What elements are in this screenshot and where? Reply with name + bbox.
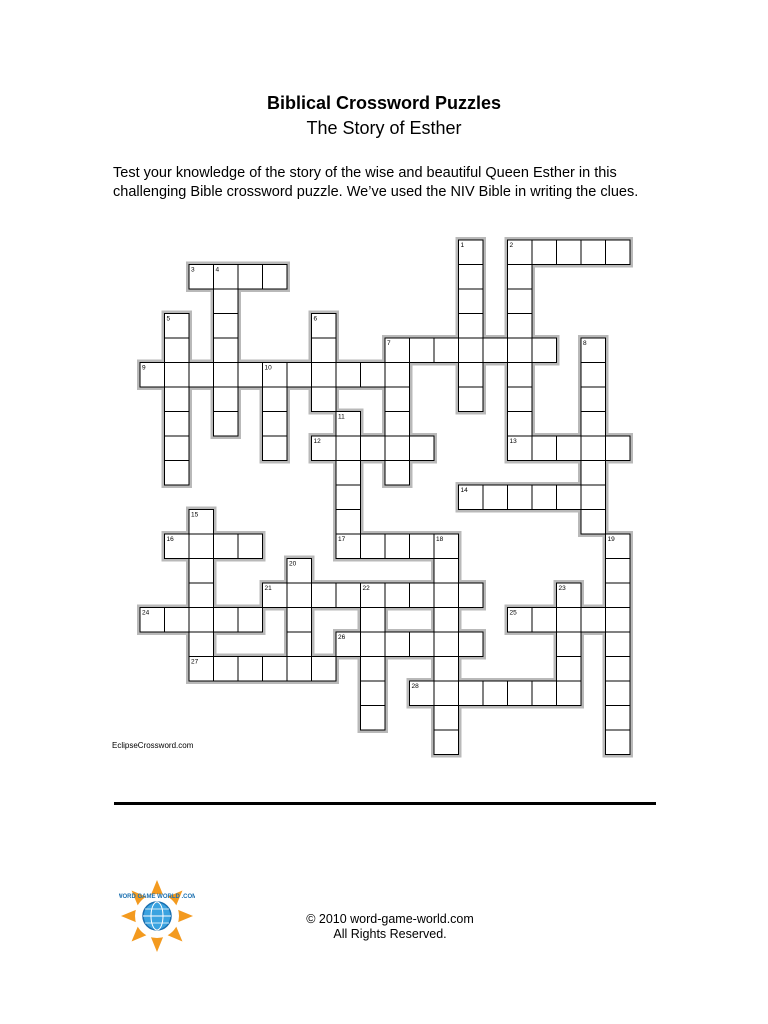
grid-cell[interactable] [434, 706, 459, 731]
grid-cell[interactable] [532, 338, 557, 363]
grid-cell[interactable] [238, 534, 263, 559]
clue-number: 17 [338, 536, 346, 543]
grid-cell[interactable] [361, 608, 386, 633]
grid-cell[interactable] [189, 632, 214, 657]
grid-cell[interactable] [287, 583, 312, 608]
grid-cell[interactable] [557, 632, 582, 657]
clue-number: 12 [313, 438, 321, 445]
grid-cell[interactable] [581, 485, 606, 510]
clue-number: 7 [387, 340, 391, 347]
grid-cell[interactable] [557, 485, 582, 510]
grid-cell[interactable] [434, 608, 459, 633]
grid-cell[interactable] [214, 314, 239, 339]
grid-cell[interactable] [434, 730, 459, 755]
grid-cell[interactable] [214, 412, 239, 437]
copyright-block [290, 912, 490, 942]
page-title: Biblical Crossword Puzzles [266, 93, 502, 113]
grid-cell[interactable] [508, 265, 533, 290]
grid-cell[interactable] [459, 265, 484, 290]
grid-cell[interactable] [263, 412, 288, 437]
grid-cell[interactable] [410, 534, 435, 559]
grid-cell[interactable] [508, 412, 533, 437]
grid-cell[interactable] [557, 608, 582, 633]
grid-cell[interactable] [459, 363, 484, 388]
grid-cell[interactable] [557, 681, 582, 706]
grid-cell[interactable] [263, 436, 288, 461]
grid-cell[interactable] [189, 559, 214, 584]
grid-cell[interactable] [312, 363, 337, 388]
clue-number: 24 [142, 609, 150, 617]
grid-cell[interactable] [336, 485, 361, 510]
grid-cell[interactable] [361, 436, 386, 461]
clue-number: 8 [583, 340, 587, 347]
grid-cell[interactable] [312, 657, 337, 682]
logo-ray [121, 910, 136, 922]
grid-cell[interactable] [287, 657, 312, 682]
grid-cell[interactable] [581, 461, 606, 486]
grid-cell[interactable] [385, 436, 410, 461]
grid-cell[interactable] [508, 363, 533, 388]
grid-cell[interactable] [606, 681, 631, 706]
grid-cell[interactable] [508, 314, 533, 339]
grid-cell[interactable] [385, 583, 410, 608]
grid-cell[interactable] [581, 240, 606, 265]
grid-cell[interactable] [606, 657, 631, 682]
grid-cell[interactable] [336, 583, 361, 608]
grid-cell[interactable] [410, 436, 435, 461]
grid-cell[interactable] [532, 485, 557, 510]
rights-line: All Rights Reserved. [333, 927, 447, 941]
clue-number: 13 [509, 438, 517, 445]
grid-cell[interactable] [189, 583, 214, 608]
grid-cell[interactable] [361, 681, 386, 706]
grid-cell[interactable] [410, 338, 435, 363]
grid-cell[interactable] [165, 436, 190, 461]
grid-cell[interactable] [581, 412, 606, 437]
clue-number: 10 [264, 364, 272, 372]
grid-cell[interactable] [459, 681, 484, 706]
clue-number: 5 [166, 315, 171, 323]
clue-number: 4 [215, 266, 220, 274]
grid-cell[interactable] [557, 657, 582, 682]
grid-cell[interactable] [606, 436, 631, 461]
intro-paragraph: Test your knowledge of the story of the wise and beautiful Queen Esther in this challenging Bible crossword puzzle. We’ve used the NIV Bible in writing the clues. [113, 165, 639, 200]
grid-cell[interactable] [214, 387, 239, 412]
grid-cell[interactable] [532, 681, 557, 706]
grid-cell[interactable] [532, 436, 557, 461]
grid-cell[interactable] [434, 338, 459, 363]
grid-cell[interactable] [483, 681, 508, 706]
grid-cell[interactable] [312, 338, 337, 363]
grid-cell[interactable] [189, 608, 214, 633]
grid-cell[interactable] [606, 240, 631, 265]
grid-cell[interactable] [336, 461, 361, 486]
grid-cell[interactable] [336, 363, 361, 388]
grid-cell[interactable] [361, 363, 386, 388]
grid-cell[interactable] [214, 338, 239, 363]
grid-cell[interactable] [165, 363, 190, 388]
clue-number: 19 [607, 536, 615, 543]
grid-cell[interactable] [581, 608, 606, 633]
grid-cell[interactable] [508, 289, 533, 314]
grid-cell[interactable] [483, 338, 508, 363]
grid-cell[interactable] [336, 436, 361, 461]
grid-cell[interactable] [385, 534, 410, 559]
grid-cell[interactable] [238, 657, 263, 682]
clue-number: 26 [338, 634, 346, 641]
grid-cell[interactable] [214, 657, 239, 682]
grid-cell[interactable] [189, 534, 214, 559]
grid-cell[interactable] [606, 706, 631, 731]
clue-number: 3 [191, 266, 195, 274]
clue-number: 25 [509, 609, 517, 617]
grid-cell[interactable] [238, 608, 263, 633]
clue-number: 27 [191, 658, 199, 666]
clue-number: 11 [338, 413, 345, 421]
clue-number: 28 [411, 683, 419, 690]
source-brand: EclipseCrossword.com [112, 741, 194, 750]
grid-cell[interactable] [165, 412, 190, 437]
grid-cell[interactable] [606, 559, 631, 584]
clue-number: 16 [166, 536, 174, 543]
grid-cell[interactable] [214, 608, 239, 633]
logo-ray [151, 880, 163, 895]
grid-cell[interactable] [410, 632, 435, 657]
grid-cell[interactable] [165, 338, 190, 363]
grid-cell[interactable] [165, 461, 190, 486]
grid-cell[interactable] [214, 363, 239, 388]
grid-cell[interactable] [434, 583, 459, 608]
grid-cell[interactable] [483, 485, 508, 510]
grid-cell[interactable] [214, 289, 239, 314]
grid-cell[interactable] [459, 289, 484, 314]
grid-cell[interactable] [385, 632, 410, 657]
grid-cell[interactable] [287, 632, 312, 657]
grid-cell[interactable] [459, 583, 484, 608]
grid-cell[interactable] [459, 387, 484, 412]
logo-ray [178, 910, 193, 922]
grid-cell[interactable] [581, 363, 606, 388]
grid-cell[interactable] [532, 608, 557, 633]
grid-cell[interactable] [606, 730, 631, 755]
grid-cell[interactable] [459, 338, 484, 363]
logo-wordmark: WORD GAME WORLD .COM [119, 894, 195, 900]
footer-divider [114, 802, 656, 805]
grid-cell[interactable] [165, 387, 190, 412]
grid-cell[interactable] [214, 534, 239, 559]
clue-number: 23 [558, 585, 566, 592]
grid-cell[interactable] [238, 363, 263, 388]
grid-cell[interactable] [508, 387, 533, 412]
page-subtitle: The Story of Esther [306, 118, 462, 138]
copyright-line: © 2010 word-game-world.com [306, 912, 474, 926]
clue-number: 9 [142, 364, 146, 372]
grid-cell[interactable] [312, 387, 337, 412]
grid-cell[interactable] [581, 436, 606, 461]
grid-cell[interactable] [459, 632, 484, 657]
grid-cell[interactable] [410, 583, 435, 608]
grid-cell[interactable] [508, 338, 533, 363]
grid-cell[interactable] [385, 387, 410, 412]
logo-ray [151, 937, 163, 952]
clue-number: 15 [191, 511, 199, 519]
grid-cell[interactable] [434, 632, 459, 657]
grid-cell[interactable] [385, 363, 410, 388]
grid-cell[interactable] [287, 363, 312, 388]
grid-cell[interactable] [434, 681, 459, 706]
grid-cell[interactable] [361, 632, 386, 657]
grid-cell[interactable] [238, 265, 263, 290]
clue-number: 21 [264, 585, 272, 592]
clue-number: 22 [362, 585, 370, 592]
grid-cell[interactable] [361, 534, 386, 559]
grid-cell[interactable] [165, 608, 190, 633]
grid-cell[interactable] [434, 559, 459, 584]
grid-cell[interactable] [312, 583, 337, 608]
grid-cell[interactable] [263, 387, 288, 412]
clue-number: 18 [436, 536, 444, 543]
grid-cell[interactable] [557, 240, 582, 265]
clue-number: 6 [313, 315, 318, 323]
grid-cell[interactable] [606, 632, 631, 657]
grid-cell[interactable] [606, 583, 631, 608]
grid-cell[interactable] [263, 265, 288, 290]
grid-cell[interactable] [581, 387, 606, 412]
grid-cell[interactable] [606, 608, 631, 633]
grid-cell[interactable] [287, 608, 312, 633]
clue-number: 20 [289, 560, 297, 568]
clue-number: 14 [460, 487, 468, 494]
clue-number: 1 [460, 242, 465, 249]
grid-cell[interactable] [385, 461, 410, 486]
grid-cell[interactable] [459, 314, 484, 339]
grid-cell[interactable] [385, 412, 410, 437]
grid-cell[interactable] [532, 240, 557, 265]
grid-cell[interactable] [189, 363, 214, 388]
clue-number: 2 [509, 242, 514, 249]
grid-cell[interactable] [508, 485, 533, 510]
grid-cell[interactable] [581, 510, 606, 535]
grid-cell[interactable] [263, 657, 288, 682]
grid-cell[interactable] [508, 681, 533, 706]
grid-cell[interactable] [361, 657, 386, 682]
grid-cell[interactable] [361, 706, 386, 731]
grid-cell[interactable] [434, 657, 459, 682]
grid-cell[interactable] [336, 510, 361, 535]
grid-cell[interactable] [557, 436, 582, 461]
word-game-world-logo [119, 878, 195, 954]
